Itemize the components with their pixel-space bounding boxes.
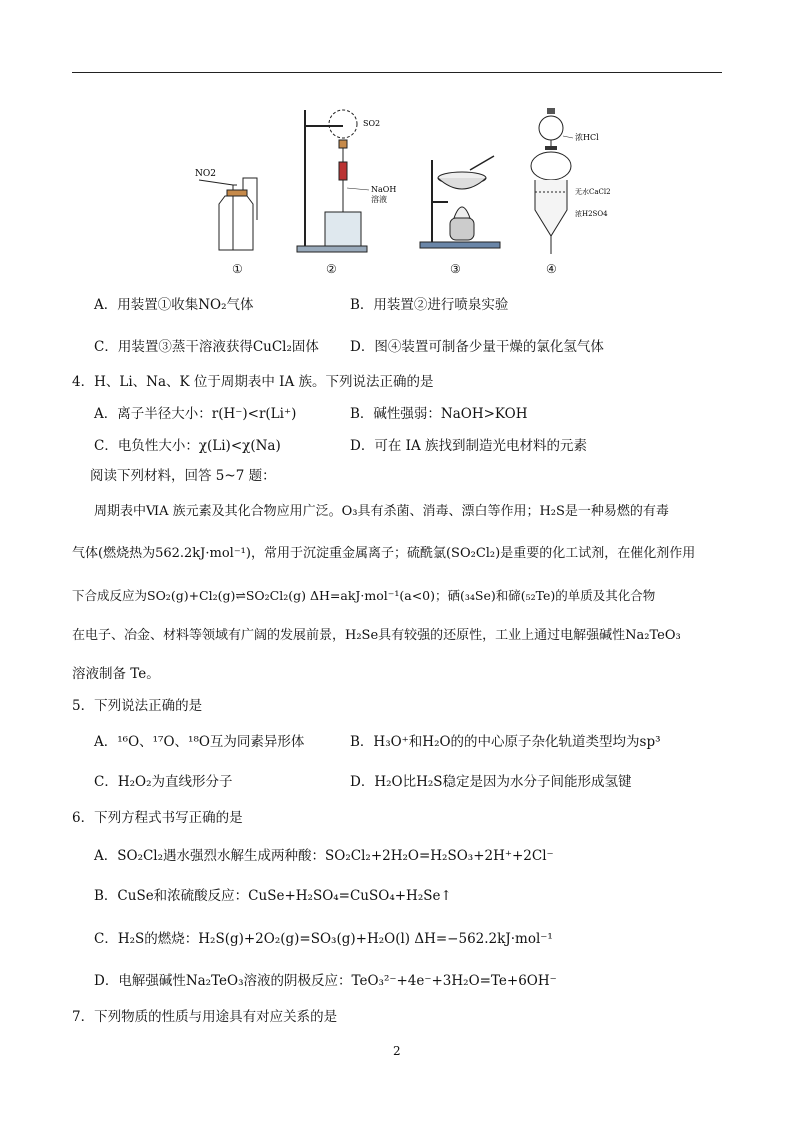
caption-1: ① <box>232 262 243 276</box>
q4-option-a: A．离子半径大小：r(H⁻)<r(Li⁺) <box>94 406 297 422</box>
reading-line-1: 周期表中ⅥA 族元素及其化合物应用广泛。O₃具有杀菌、消毒、漂白等作用；H₂S是一种易燃的有毒 <box>94 504 669 519</box>
q4-option-d: D．可在 IA 族找到制造光电材料的元素 <box>350 438 587 454</box>
label-h2so4: 浓H2SO4 <box>575 210 608 218</box>
caption-3: ③ <box>450 262 461 276</box>
q6-option-a: A．SO₂Cl₂遇水强烈水解生成两种酸：SO₂Cl₂+2H₂O=H₂SO₃+2H⁺+2Cl⁻ <box>94 848 554 864</box>
apparatus-2-fountain <box>295 100 415 260</box>
q3-option-b: B．用装置②进行喷泉实验 <box>350 297 509 313</box>
q4-option-b: B．碱性强弱：NaOH>KOH <box>350 406 528 422</box>
q5-option-c: C．H₂O₂为直线形分子 <box>94 774 233 790</box>
q3-option-d: D．图④装置可制备少量干燥的氯化氢气体 <box>350 339 604 355</box>
q4-stem: 4．H、Li、Na、K 位于周期表中 IA 族。下列说法正确的是 <box>72 374 434 390</box>
label-no2: NO2 <box>195 169 216 179</box>
reading-line-4: 在电子、冶金、材料等领域有广阔的发展前景，H₂Se具有较强的还原性，工业上通过电解强碱性Na₂TeO₃ <box>72 628 681 643</box>
page-number: 2 <box>393 1044 401 1058</box>
reading-intro: 阅读下列材料，回答 5~7 题： <box>90 468 276 484</box>
q5-stem: 5．下列说法正确的是 <box>72 698 203 714</box>
header-rule <box>72 72 722 73</box>
q5-option-d: D．H₂O比H₂S稳定是因为水分子间能形成氢键 <box>350 774 632 790</box>
reading-line-5: 溶液制备 Te。 <box>72 666 160 682</box>
label-hcl: 浓HCl <box>575 133 599 142</box>
apparatus-4-funnel <box>525 100 625 260</box>
reading-line-3: 下合成反应为SO₂(g)+Cl₂(g)⇌SO₂Cl₂(g) ΔH=akJ·mol⁻¹(a<0)；硒(₃₄Se)和碲(₅₂Te)的单质及其化合物 <box>72 588 656 603</box>
apparatus-3-evaporation <box>418 100 508 260</box>
caption-2: ② <box>326 262 337 276</box>
label-cacl2: 无水CaCl2 <box>575 188 611 196</box>
apparatus-1-gas-bottle <box>195 100 275 260</box>
label-naoh: NaOH <box>371 185 397 194</box>
q6-option-b: B．CuSe和浓硫酸反应：CuSe+H₂SO₄=CuSO₄+H₂Se↑ <box>94 888 452 904</box>
q5-option-b: B．H₃O⁺和H₂O的的中心原子杂化轨道类型均为sp³ <box>350 734 661 750</box>
label-rongye: 溶液 <box>371 195 387 204</box>
q5-option-a: A．¹⁶O、¹⁷O、¹⁸O互为同素异形体 <box>94 734 305 750</box>
reading-line-2: 气体(燃烧热为562.2kJ·mol⁻¹)，常用于沉淀重金属离子；硫酰氯(SO₂Cl₂)是重要的化工试剂，在催化剂作用 <box>72 546 696 561</box>
caption-4: ④ <box>546 262 557 276</box>
q6-option-d: D．电解强碱性Na₂TeO₃溶液的阴极反应：TeO₃²⁻+4e⁻+3H₂O=Te+6OH⁻ <box>94 973 557 989</box>
q6-stem: 6．下列方程式书写正确的是 <box>72 810 243 826</box>
q3-option-c: C．用装置③蒸干溶液获得CuCl₂固体 <box>94 339 319 355</box>
q7-stem: 7．下列物质的性质与用途具有对应关系的是 <box>72 1009 338 1025</box>
q6-option-c: C．H₂S的燃烧：H₂S(g)+2O₂(g)=SO₃(g)+H₂O(l) ΔH=−562.2kJ·mol⁻¹ <box>94 931 553 947</box>
label-so2: SO2 <box>363 119 381 128</box>
q3-option-a: A．用装置①收集NO₂气体 <box>94 297 254 313</box>
q4-option-c: C．电负性大小：χ(Li)<χ(Na) <box>94 438 281 454</box>
